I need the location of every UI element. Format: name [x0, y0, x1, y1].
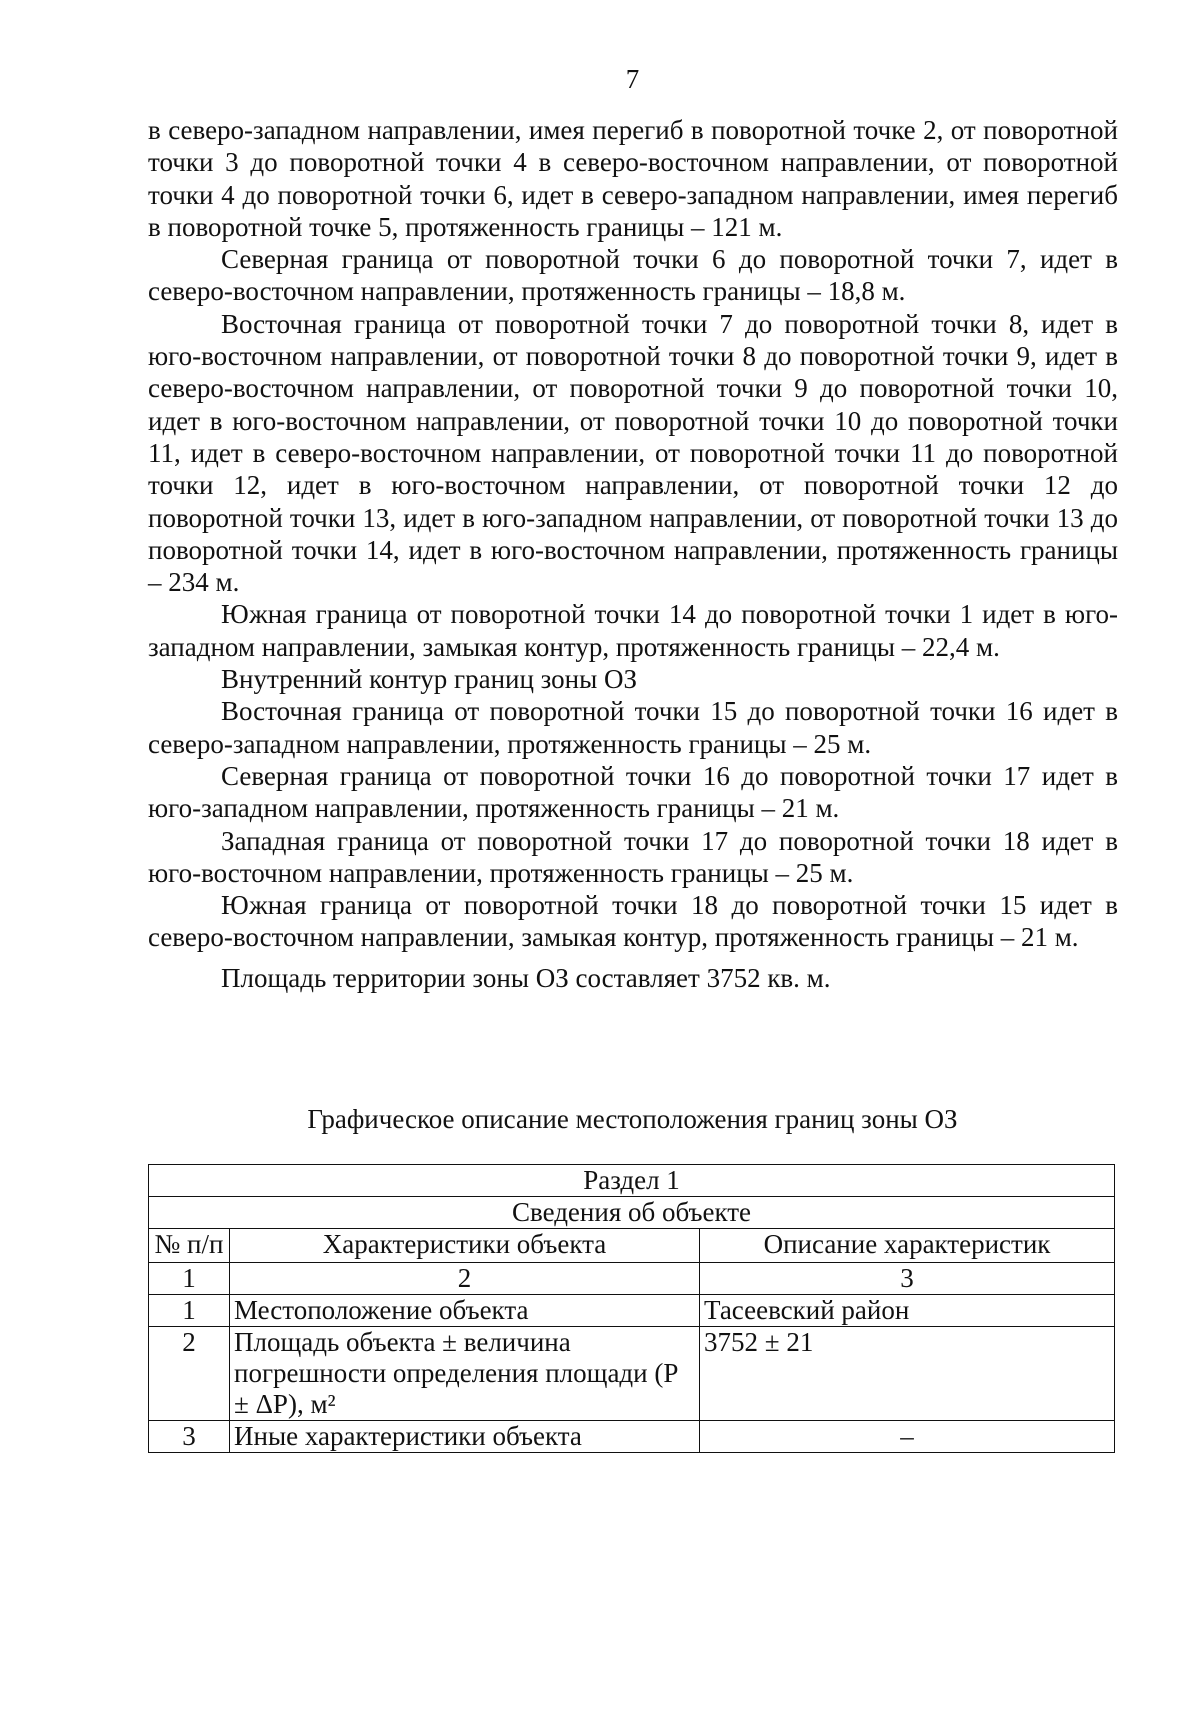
- row-description: 3752 ± 21: [700, 1327, 1115, 1421]
- row-characteristic: Площадь объекта ± величина погрешности определения площади (P ± ΔP), м²: [230, 1327, 700, 1421]
- table-section-row: [149, 1165, 1115, 1197]
- row-characteristic: Местоположение объекта: [230, 1295, 700, 1327]
- row-num: 2: [149, 1327, 230, 1421]
- row-num: 3: [149, 1421, 230, 1453]
- row-description: Тасеевский район: [700, 1295, 1115, 1327]
- column-number: 1: [149, 1263, 230, 1295]
- paragraph-southern-boundary: Южная граница от поворотной точки 14 до поворотной точки 1 идет в юго-западном направлении, замыкая контур, протяженность границы – 22,4 м.: [148, 599, 1118, 662]
- table-row: [149, 1421, 1115, 1453]
- paragraph-eastern-boundary: Восточная граница от поворотной точки 7 до поворотной точки 8, идет в юго-восточном направлении, от поворотной точки 8 до поворотной точки 9, идет в северо-восточном направлении, от поворотной точки 9 до поворотной точки 10, идет в юго-восточном направлении, от поворотной точки 10 до поворотной точки 11, идет в северо-восточном направлении, от поворотной точки 11 до поворотной точки 12, идет в юго-восточном направлении, от поворотной точки 12 до поворотной точки 13, идет в юго-западном направлении, от поворотной точки 13 до поворотной точки 14, идет в юго-восточном направлении, протяженность границы – 234 м.: [148, 308, 1118, 598]
- object-info-table: [148, 1164, 1115, 1453]
- table-section-title: Раздел 1: [149, 1165, 1115, 1197]
- table-header-row: [149, 1229, 1115, 1263]
- row-num: 1: [149, 1295, 230, 1327]
- column-number: 2: [230, 1263, 700, 1295]
- graphic-description-heading: Графическое описание местоположения границ зоны ОЗ: [307, 1104, 958, 1134]
- paragraph-zone-area: Площадь территории зоны ОЗ составляет 3752 кв. м.: [221, 962, 831, 993]
- header-description: Описание характеристик: [700, 1229, 1115, 1263]
- page-number: 7: [625, 64, 640, 94]
- table-row: [149, 1327, 1115, 1421]
- table-subtitle-row: [149, 1197, 1115, 1229]
- header-num: № п/п: [149, 1229, 230, 1263]
- row-description: –: [700, 1421, 1115, 1453]
- document-body: [148, 114, 1118, 994]
- paragraph-inner-northern-boundary: Северная граница от поворотной точки 16 до поворотной точки 17 идет в юго-западном направлении, протяженность границы – 21 м.: [148, 760, 1118, 824]
- column-number: 3: [700, 1263, 1115, 1295]
- header-characteristics: Характеристики объекта: [230, 1229, 700, 1263]
- paragraph-inner-western-boundary: Западная граница от поворотной точки 17 до поворотной точки 18 идет в юго-восточном направлении, протяженность границы – 25 м.: [148, 825, 1118, 888]
- paragraph-inner-eastern-boundary: Восточная граница от поворотной точки 15 до поворотной точки 16 идет в северо-западном направлении, протяженность границы – 25 м.: [148, 696, 1118, 759]
- row-characteristic: Иные характеристики объекта: [230, 1421, 700, 1453]
- table-column-numbers-row: [149, 1263, 1115, 1295]
- paragraph-northern-boundary: Северная граница от поворотной точки 6 до поворотной точки 7, идет в северо-восточном направлении, протяженность границы – 18,8 м.: [148, 244, 1118, 307]
- paragraph-inner-contour-title: Внутренний контур границ зоны ОЗ: [221, 664, 638, 695]
- paragraph-inner-southern-boundary: Южная граница от поворотной точки 18 до поворотной точки 15 идет в северо-восточном направлении, замыкая контур, протяженность границы – 21 м.: [148, 890, 1118, 953]
- table-subtitle: Сведения об объекте: [149, 1197, 1115, 1229]
- table-row: [149, 1295, 1115, 1327]
- paragraph-western-boundary-continuation: в северо-западном направлении, имея перегиб в поворотной точке 2, от поворотной точки 3 до поворотной точки 4 в северо-восточном направлении, от поворотной точки 4 до поворотной точки 6, идет в северо-западном направлении, имея перегиб в поворотной точке 5, протяженность границы – 121 м.: [148, 115, 1118, 242]
